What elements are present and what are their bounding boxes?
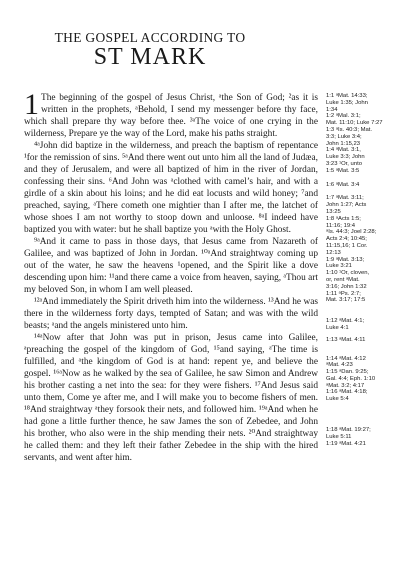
book-title: ST MARK [93, 44, 207, 70]
paragraph: ¹⁴ᵃNow after that John was put in prison, Jesus came into Galilee, ᵃpreaching the gospel of the kingdom of God, ¹⁵and saying, ᵃThe time is fulfilled, and ᵃthe kingdom of God is at hand: repent ye, and believe the gospel. ¹⁶ᵃNow as he walked by the sea of Galilee, he saw Simon and Andrew his brother casting a net into the sea: for they were fishers. ¹⁷And Jesus said unto them, Come ye after me, and I will make you to become fishers of men. ¹⁸And straightway ᵃthey forsook their nets, and followed him. ¹⁹ᵃAnd when he had gone a little further thence, he saw James the son of Zebedee, and John his brother, who also were in the ship mending their nets. ²⁰And straightway he called them: and they left their father Zebedee in the ship with the hired servants, and went after him. [24, 333, 318, 463]
cross-reference: 1:15 ᵃDan. 9:25; Gal. 4:4; Eph. 1:10 ᵃMat. 3:2; 4:17 [326, 369, 376, 389]
paragraph [24, 88, 318, 140]
paragraph: ⁴ᵃJohn did baptize in the wilderness, and preach the baptism of repentance ¹for the remission of sins. ⁵ᵃAnd there went out unto him all the land of Judæa, and they of Jerusalem, and were all baptized of him in the river of Jordan, confessing their sins. ⁶And John was ᵃclothed with camel’s hair, and with a girdle of a skin about his loins; and he did eat locusts and wild honey; ⁷and preached, saying, ᵃThere cometh one mightier than I after me, the latchet of whose shoes I am not worthy to stoop down and unloose. ⁸ᵃI indeed have baptized you with water: but he shall baptize you ᵃwith the Holy Ghost. [24, 141, 318, 235]
cross-reference: 1:16 ᵃMat. 4:18; Luke 5:4 [326, 389, 368, 403]
cross-reference: 1:13 ᵃMat. 4:11 [326, 336, 366, 343]
scripture-body [24, 88, 318, 464]
cross-reference: 1:8 ᵃActs 1:5; 11:16; 19:4 ᵃIs. 44:3; Joel 2:28; Acts 2:4; 10:45; 11:15,16; 1 Cor. 12:13 [326, 215, 377, 256]
cross-reference: 1:3 ᵃIs. 40:3; Mat. 3:3; Luke 3:4; John 1:15,23 [326, 126, 373, 147]
chapter-number-dropcap: 1 [24, 88, 39, 121]
cross-reference: 1:6 ᵃMat. 3:4 [326, 181, 360, 188]
cross-reference: 1:9 ᵃMat. 3:13; Luke 3:21 [326, 256, 365, 270]
cross-reference: 1:5 ᵃMat. 3:5 [326, 167, 360, 174]
cross-reference: 1:11 ᵃPs. 2:7; Mat. 3:17; 17:5 [326, 290, 366, 304]
cross-reference: 1:12 ᵃMat. 4:1; Luke 4:1 [326, 318, 365, 331]
cross-reference: 1:2 ᵃMal. 3:1; Mat. 11:10; Luke 7:27 [326, 113, 383, 127]
cross-reference: 1:14 ᵃMat. 4:12 ᵃMat. 4:23 [326, 355, 366, 369]
cross-reference: 1:7 ᵃMat. 3:11; John 1:27; Acts 13:25 [326, 195, 367, 215]
cross-reference: 1:4 ᵃMat. 3:1, Luke 3:3; John 3:23 ¹Or, unto [326, 147, 365, 167]
cross-reference: 1:18 ᵃMat. 19:27; Luke 5:11 [326, 427, 371, 440]
paragraph: ⁹ᵃAnd it came to pass in those days, that Jesus came from Nazareth of Galilee, and was baptized of John in Jordan. ¹⁰ᵃAnd straightway coming up out of the water, he saw the heavens ¹opened, and the Spirit like a dove descending upon him: ¹¹and there came a voice from heaven, saying, ᵃThou art my beloved Son, in whom I am well pleased. [24, 237, 318, 295]
cross-references-column [326, 93, 412, 447]
paragraph: ¹²ᵃAnd immediately the Spirit driveth him into the wilderness. ¹³And he was there in the wilderness forty days, tempted of Satan; and was with the wild beasts; ᵃand the angels ministered unto him. [24, 297, 318, 331]
cross-reference: 1:1 ᵃMat. 14:33; Luke 1:35; John 1:34 [326, 93, 368, 113]
cross-reference: 1:10 ¹Or, cloven, or, rent ᵃMat. 3:16; John 1:32 [326, 270, 370, 290]
paragraph-text: The beginning of the gospel of Jesus Christ, ᵃthe Son of God; ²as it is written in the prophets, ᵃBehold, I send my messenger before thy face, which shall prepare thy way before thee. ³ᵃThe voice of one crying in the wilderness, Prepare ye the way of the Lord, make his paths straight. [24, 93, 318, 139]
book-subtitle: THE GOSPEL ACCORDING TO [54, 30, 246, 45]
cross-reference: 1:19 ᵃMat. 4:21 [326, 440, 366, 447]
